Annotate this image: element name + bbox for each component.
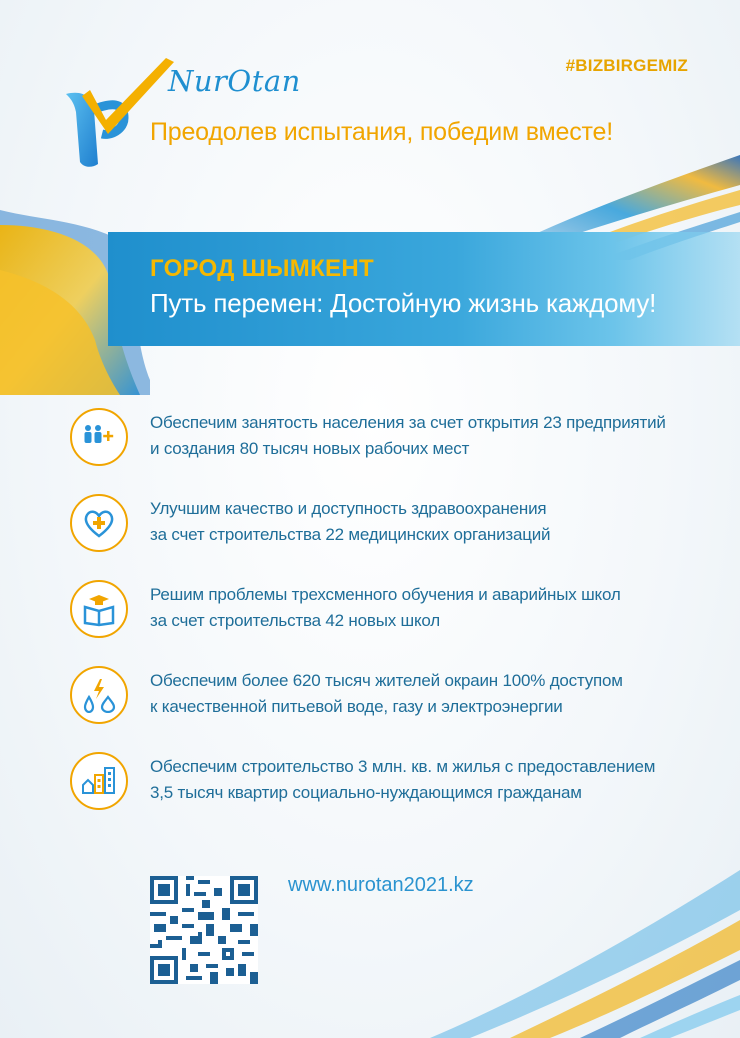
list-item bbox=[70, 752, 710, 816]
item-text-line1: Улучшим качество и доступность здравоохранения bbox=[150, 499, 547, 518]
slogan: Преодолев испытания, победим вместе! bbox=[150, 118, 613, 146]
qr-code[interactable] bbox=[150, 876, 258, 984]
banner-subtitle: Путь перемен: Достойную жизнь каждому! bbox=[150, 288, 657, 318]
list-item bbox=[70, 580, 710, 644]
nurotan-logo-mark bbox=[62, 52, 182, 170]
item-text-line1: Решим проблемы трехсменного обучения и аварийных школ bbox=[150, 585, 621, 604]
item-text-line2: за счет строительства 22 медицинских организаций bbox=[150, 525, 551, 544]
hashtag bbox=[566, 56, 688, 76]
graduation-book-icon bbox=[70, 580, 128, 638]
utilities-icon bbox=[70, 666, 128, 724]
banner-city: ГОРОД ШЫМКЕНТ bbox=[150, 255, 374, 282]
heart-cross-icon bbox=[70, 494, 128, 552]
decorative-swoosh-bottom bbox=[430, 860, 740, 1038]
item-text-line2: и создания 80 тысяч новых рабочих мест bbox=[150, 439, 470, 458]
buildings-icon bbox=[70, 752, 128, 810]
list-item bbox=[70, 408, 710, 472]
list-item bbox=[70, 666, 710, 730]
item-text-line2: к качественной питьевой воде, газу и электроэнергии bbox=[150, 697, 563, 716]
hashtag-part2: BIRGEMIZ bbox=[603, 56, 688, 75]
people-plus-icon bbox=[70, 408, 128, 466]
item-text-line1: Обеспечим более 620 тысяч жителей окраин 100% доступом bbox=[150, 671, 623, 690]
hashtag-part1: #BIZ bbox=[565, 56, 604, 75]
item-text-line2: за счет строительства 42 новых школ bbox=[150, 611, 441, 630]
logo-text: NurOtan bbox=[168, 64, 301, 98]
item-text-line2: 3,5 тысяч квартир социально-нуждающимся гражданам bbox=[150, 783, 582, 802]
website-link[interactable]: www.nurotan2021.kz bbox=[288, 874, 474, 896]
item-text-line1: Обеспечим занятость населения за счет открытия 23 предприятий bbox=[150, 413, 666, 432]
item-text-line1: Обеспечим строительство 3 млн. кв. м жилья с предоставлением bbox=[150, 757, 656, 776]
list-item bbox=[70, 494, 710, 558]
